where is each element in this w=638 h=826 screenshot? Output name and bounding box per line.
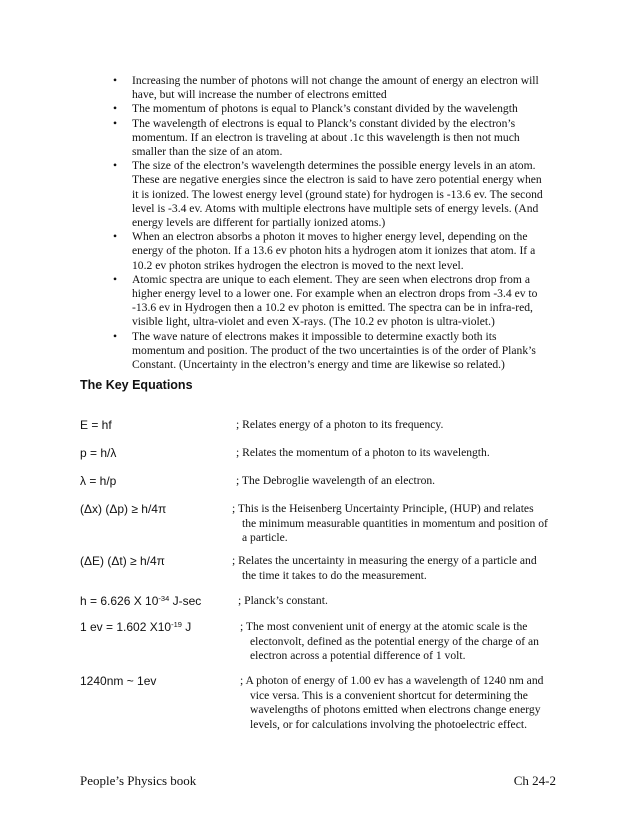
description-continuation: the minimum measurable quantities in momentum and position of a particle. bbox=[242, 516, 548, 544]
description-line: ; Relates the momentum of a photon to its wavelength. bbox=[236, 446, 490, 459]
equation-base: 1 ev = 1.602 X10 bbox=[80, 620, 172, 634]
equation bbox=[80, 620, 191, 634]
bullet-text: When an electron absorbs a photon it moves to higher energy level, depending on the energy of the photon. If a 13.6 ev photon hits a hydrogen atom it ionizes that atom. If a 10.2 ev photon strikes hydrogen the electron is moved to the next level. bbox=[132, 230, 536, 272]
list-item bbox=[112, 230, 548, 273]
equation-description bbox=[236, 446, 556, 461]
bullet-marker: • bbox=[113, 230, 118, 244]
equation-exponent: -34 bbox=[158, 594, 170, 603]
equation-description bbox=[232, 554, 548, 583]
description-line: ; Relates energy of a photon to its frequency. bbox=[236, 418, 444, 431]
equation: 1240nm ~ 1ev bbox=[80, 674, 157, 688]
list-item bbox=[112, 159, 548, 230]
list-item bbox=[112, 273, 548, 330]
bullet-marker: • bbox=[113, 102, 118, 116]
equation-description bbox=[240, 620, 552, 664]
bullet-text: Increasing the number of photons will not change the amount of energy an electron will have, but will increase the number of electrons emitted bbox=[132, 74, 539, 102]
list-item bbox=[112, 74, 548, 102]
equation: p = h/λ bbox=[80, 446, 117, 460]
footer-page-number: Ch 24-2 bbox=[513, 773, 556, 788]
description-continuation: the time it takes to do the measurement. bbox=[242, 568, 427, 582]
bullet-text: The wavelength of electrons is equal to Planck’s constant divided by the electron’s momentum. If an electron is traveling at about .1c this wavelength is then not much smaller than the size of an atom. bbox=[132, 116, 520, 159]
list-item bbox=[112, 330, 548, 373]
equation bbox=[80, 594, 201, 608]
bullet-marker: • bbox=[113, 159, 118, 173]
section-title: The Key Equations bbox=[80, 378, 193, 392]
bullet-marker: • bbox=[113, 329, 118, 343]
list-item bbox=[112, 117, 548, 160]
equation-base: h = 6.626 X 10 bbox=[80, 594, 159, 608]
description-line: ; This is the Heisenberg Uncertainty Principle, (HUP) and relates bbox=[232, 502, 534, 515]
description-line: ; The most convenient unit of energy at the atomic scale is the bbox=[240, 620, 528, 633]
description-line: ; Planck’s constant. bbox=[238, 594, 328, 607]
description-continuation: electonvolt, defined as the potential energy of the charge of an electron across a potential difference of 1 volt. bbox=[250, 634, 539, 662]
equation: (ΔE) (Δt) ≥ h/4π bbox=[80, 554, 165, 568]
bullet-list bbox=[112, 74, 548, 372]
equation-description bbox=[238, 594, 548, 609]
bullet-marker: • bbox=[113, 116, 118, 130]
description-line: ; The Debroglie wavelength of an electron. bbox=[236, 474, 436, 487]
bullet-text: The size of the electron’s wavelength determines the possible energy levels in an atom. These are negative energies since the electron is said to have zero potential energy when it is ionized. The lowest energy level (ground state) for hydrogen is -13.6 ev. The second level is -3.4 ev. Atoms with multiple electrons have multiple sets of energy levels. (And energy levels are different for partially ionized atoms.) bbox=[132, 159, 543, 230]
equation: E = hf bbox=[80, 418, 112, 432]
description-line: ; A photon of energy of 1.00 ev has a wavelength of 1240 nm and bbox=[240, 674, 544, 687]
equation-exponent: -19 bbox=[171, 620, 182, 629]
footer-book-title: People’s Physics book bbox=[80, 773, 197, 788]
equation-description bbox=[236, 474, 556, 489]
bullet-text: The wave nature of electrons makes it impossible to determine exactly both its momentum and position. The product of the two uncertainties is of the order of Plank’s Constant. (Uncertainty in the electron’s energy and time are likewise so related.) bbox=[132, 329, 536, 372]
bullet-marker: • bbox=[113, 74, 118, 87]
equation-description bbox=[236, 418, 556, 433]
equation: (Δx) (Δp) ≥ h/4π bbox=[80, 502, 167, 516]
list-item bbox=[112, 102, 548, 116]
bullet-marker: • bbox=[113, 272, 118, 286]
equation-unit: J bbox=[181, 620, 192, 634]
equation-description bbox=[240, 674, 552, 732]
bullet-text: Atomic spectra are unique to each element. They are seen when electrons drop from a higher energy level to a lower one. For example when an electron drops from -3.4 ev to -13.6 ev in Hydrogen then a 10.2 ev photon is emitted. The spectra can be in infra-red, visible light, ultra-violet and even X-rays. (The 10.2 ev photon is ultra-violet.) bbox=[132, 272, 538, 329]
equation-unit: J-sec bbox=[169, 594, 202, 608]
description-continuation: vice versa. This is a convenient shortcut for determining the wavelengths of photons emitted when electrons change energy levels, or for calculations involving the photoelectric effect. bbox=[250, 688, 541, 731]
equation-description bbox=[232, 502, 548, 546]
bullet-text: The momentum of photons is equal to Planck’s constant divided by the wavelength bbox=[132, 102, 518, 116]
description-line: ; Relates the uncertainty in measuring the energy of a particle and bbox=[232, 554, 537, 567]
equation: λ = h/p bbox=[80, 474, 117, 488]
